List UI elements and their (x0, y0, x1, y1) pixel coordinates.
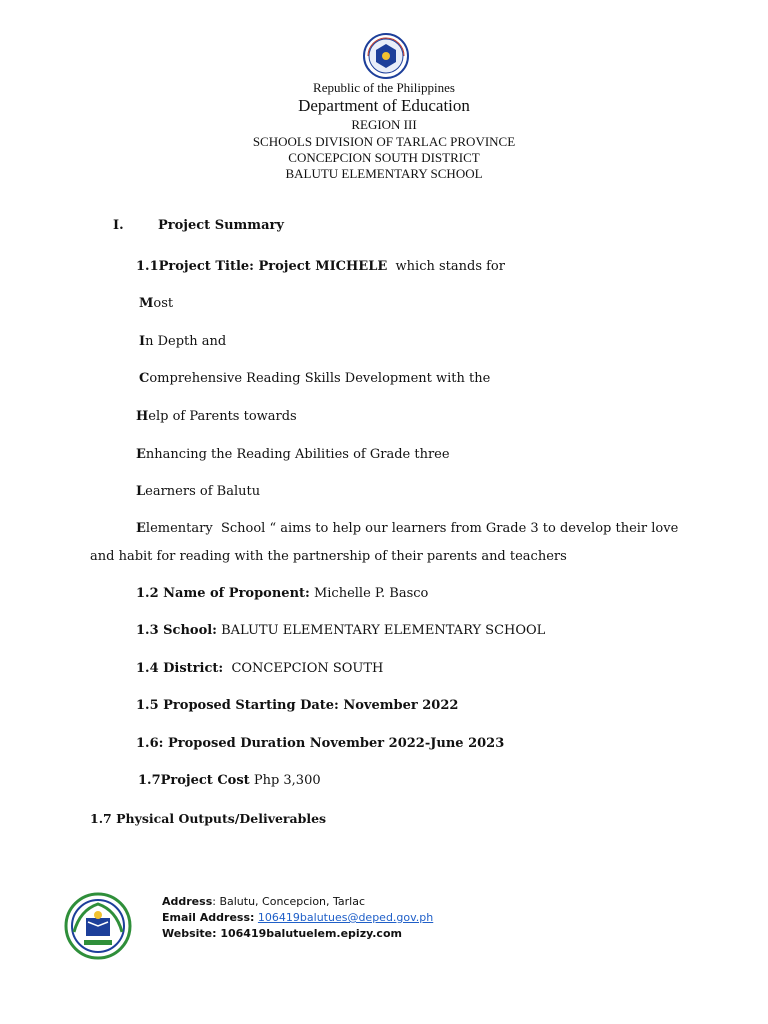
footer-website: Website: 106419balutuelem.epizy.com (162, 927, 402, 940)
cost-line (138, 773, 321, 788)
acronym-letter: C (139, 371, 150, 386)
district-value: CONCEPCION SOUTH (223, 661, 384, 676)
proponent-line (136, 586, 428, 601)
school-label: 1.3 School: (136, 623, 217, 638)
acronym-line-m (139, 296, 173, 311)
header-district: CONCEPCION SOUTH DISTRICT (288, 150, 480, 165)
footer-address (162, 895, 365, 908)
deped-seal-logo (354, 32, 418, 80)
acronym-letter: L (136, 484, 146, 499)
school-line (136, 623, 545, 638)
project-title-line (136, 259, 505, 274)
acronym-letter: H (136, 409, 149, 424)
section-number: I. (113, 218, 124, 233)
header-division: SCHOOLS DIVISION OF TARLAC PROVINCE (252, 134, 516, 149)
acronym-rest: earners of Balutu (145, 484, 261, 499)
acronym-line-h (136, 409, 297, 424)
acronym-rest: ost (153, 296, 174, 311)
header-department: Department of Education (298, 96, 470, 115)
start-date-line: 1.5 Proposed Starting Date: November 2022 (136, 698, 459, 713)
school-seal-logo (60, 888, 136, 964)
district-label: 1.4 District: (136, 661, 224, 676)
acronym-rest: lementary School “ aims to help our learners from Grade 3 to develop their love (145, 521, 679, 536)
acronym-line-l (136, 484, 260, 499)
acronym-rest: omprehensive Reading Skills Development with the (149, 371, 491, 386)
acronym-rest: n Depth and (145, 334, 227, 349)
acronym-line-e2 (136, 521, 677, 536)
project-title-rest: which stands for (387, 259, 505, 274)
acronym-rest: elp of Parents towards (148, 409, 297, 424)
acronym-rest: nhancing the Reading Abilities of Grade three (145, 447, 450, 462)
email-link[interactable]: 106419balutues@deped.gov.ph (257, 911, 434, 924)
cost-value: Php 3,300 (249, 773, 321, 788)
cost-label: 1.7Project Cost (138, 773, 250, 788)
continuation-line: and habit for reading with the partnership of their parents and teachers (90, 549, 567, 564)
acronym-letter: E (136, 521, 146, 536)
duration-line: 1.6: Proposed Duration November 2022-June 2023 (136, 736, 505, 751)
proponent-value: Michelle P. Basco (309, 586, 429, 601)
school-value: BALUTU ELEMENTARY ELEMENTARY SCHOOL (216, 623, 546, 638)
acronym-letter: I (139, 334, 146, 349)
header-region: REGION III (351, 117, 417, 132)
proponent-label: 1.2 Name of Proponent: (136, 586, 310, 601)
project-title-label: 1.1Project Title: Project MICHELE (136, 259, 388, 274)
acronym-letter: E (136, 447, 146, 462)
acronym-line-e (136, 447, 450, 462)
header-school: BALUTU ELEMENTARY SCHOOL (285, 166, 483, 181)
district-line (136, 661, 383, 676)
header-republic: Republic of the Philippines (313, 80, 455, 95)
acronym-line-i (139, 334, 226, 349)
email-label: Email Address: (162, 911, 255, 924)
footer-email (162, 911, 433, 924)
section-title: Project Summary (158, 218, 284, 233)
acronym-letter: M (139, 296, 154, 311)
address-value: : Balutu, Concepcion, Tarlac (212, 895, 366, 908)
acronym-line-c (139, 371, 490, 386)
outputs-heading: 1.7 Physical Outputs/Deliverables (90, 811, 327, 826)
address-label: Address (162, 895, 213, 908)
